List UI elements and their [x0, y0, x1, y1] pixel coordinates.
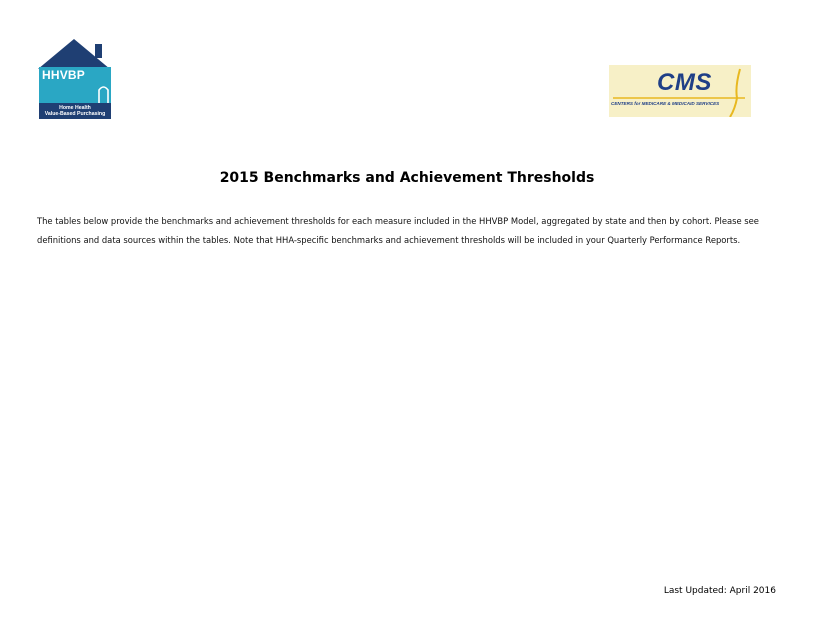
last-updated: Last Updated: April 2016 [663, 586, 776, 596]
document-title: 2015 Benchmarks and Achievement Thresholds [219, 170, 595, 186]
hhvbp-acronym: HHVBP [42, 68, 86, 82]
house-roof-icon [38, 38, 114, 69]
intro-paragraph: The tables below provide the benchmarks and achievement thresholds for each measure included in the HHVBP Model, aggregated by state and then by cohort. Please see definitions and data sources within the tables. Note that HHA-specific benchmarks and achievement thresholds will be included in your Quarterly Performance Reports. [37, 216, 759, 245]
hhvbp-line1: Home Health [59, 105, 91, 111]
cms-word: CMS [657, 69, 712, 96]
hhvbp-line2: Value-Based Purchasing [44, 111, 106, 117]
hhvbp-band [39, 103, 111, 119]
cms-logo [609, 65, 751, 117]
cms-tagline: CENTERS for MEDICARE & MEDICAID SERVICES [611, 101, 720, 106]
hhvbp-logo [38, 38, 114, 120]
door-icon [98, 84, 109, 104]
